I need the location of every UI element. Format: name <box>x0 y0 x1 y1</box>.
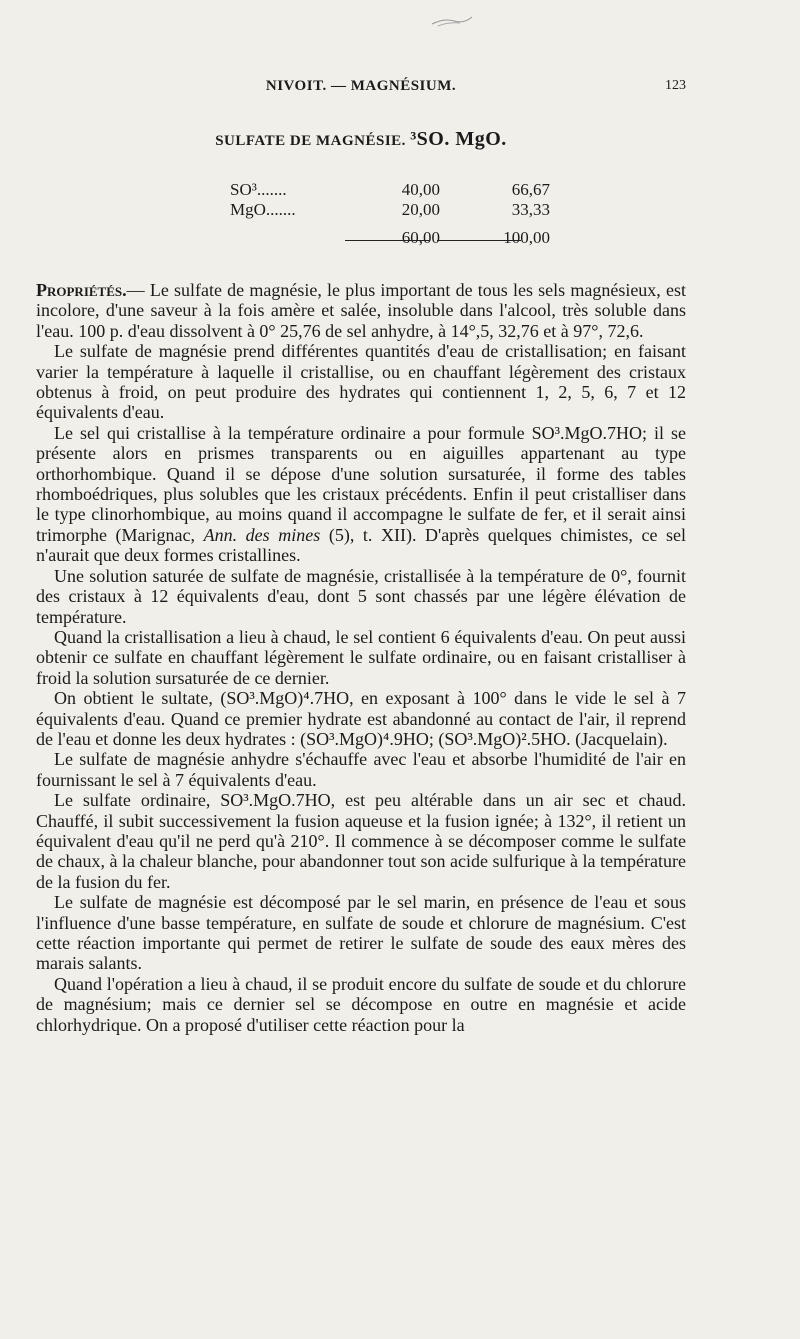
page-header <box>36 78 686 102</box>
paragraph: Quand la cristallisation a lieu à chaud, le sel contient 6 équivalents d'eau. On peut aussi obtenir ce sulfate en chauffant légèrement le sulfate ordinaire, ou en faisant cristalliser à froid la solution sursaturée de ce dernier. <box>36 626 686 688</box>
composition-table <box>230 180 550 248</box>
total-rule <box>345 240 429 241</box>
paragraph <box>36 280 686 341</box>
paragraph: Quand l'opération a lieu à chaud, il se produit encore du sulfate de soude et du chlorure de magnésium; mais ce dernier sel se décompose en outre en magnésie et acide chlorhydrique. On a proposé d'utiliser cette réaction pour la <box>36 973 686 1035</box>
section-title-text: SULFATE DE MAGNÉSIE. <box>215 133 411 149</box>
citation-title: Ann. des mines <box>203 524 321 545</box>
section-title-formula: ³SO. MgO. <box>410 128 507 150</box>
table-cell-label: MgO....... <box>230 200 296 219</box>
total-rule <box>437 240 521 241</box>
table-cell-percent: 33,33 <box>511 200 550 219</box>
paragraph: Le sulfate de magnésie anhydre s'échauffe avec l'eau et absorbe l'humidité de l'air en fournissant le sel à 7 équivalents d'eau. <box>36 749 686 790</box>
paragraph: Le sulfate de magnésie prend différentes quantités d'eau de cristallisation; en faisant varier la température à laquelle il cristallise, ou en chauffant légèrement des cristaux obtenus à froid, on peut produire des hydrates qui contiennent 1, 2, 5, 6, 7 et 12 équivalents d'eau. <box>36 341 686 423</box>
paragraph: Le sulfate ordinaire, SO³.MgO.7HO, est peu altérable dans un air sec et chaud. Chauffé, il subit successivement la fusion aqueuse et la fusion ignée; à 132°, il retient un équivalent d'eau qu'il ne perd qu'à 210°. Il commence à se décomposer comme le sulfate de chaux, à la chaleur blanche, pour abandonner tout son acide sulfurique à la température de la fusion du fer. <box>36 790 686 892</box>
paragraph: Une solution saturée de sulfate de magnésie, cristallisée à la température de 0°, fournit des cristaux à 12 équivalents d'eau, dont 5 sont chassés par une légère élévation de température. <box>36 565 686 627</box>
paragraph-lead: Propriétés. <box>36 280 127 300</box>
running-head: NIVOIT. — MAGNÉSIUM. <box>265 78 457 94</box>
table-cell-value: 40,00 <box>401 180 440 199</box>
table-cell-value: 20,00 <box>401 200 440 219</box>
page-number: 123 <box>665 78 686 93</box>
table-cell-label: SO³....... <box>230 180 287 199</box>
table-cell-empty <box>230 220 330 248</box>
table-cell-percent: 66,67 <box>511 180 550 199</box>
table-total-value: 60,00 <box>401 228 440 247</box>
paragraph: Le sulfate de magnésie est décomposé par le sel marin, en présence de l'eau et sous l'influence d'une basse température, en sulfate de soude et chlorure de magnésium. C'est cette réaction importante qui permet de retirer le sulfate de soude des eaux mères des marais salants. <box>36 892 686 974</box>
ink-speck-mark <box>430 14 474 28</box>
paragraph-text: (5), t. XII). D'après quelques chimistes, ce sel n'aurait que deux formes cristallines. <box>36 524 687 566</box>
paragraph-text: Le sel qui cristallise à la température ordinaire a pour formule SO³.MgO.7HO; il se présente alors en prismes transparents ou en aiguilles appartenant au type orthorhombique. Quand il se dépose d'une solution sursaturée, il forme des tables rhomboédriques, plus solubles que les cristaux précédents. Enfin il peut cristalliser dans le type clinorhombique, au moins quand il accompagne le sulfate de fer, et il serait ainsi trimorphe (Marignac, <box>36 422 686 545</box>
table-total-row <box>230 220 550 248</box>
paragraph-text: — Le sulfate de magnésie, le plus important de tous les sels magnésieux, est incolore, d'une saveur à la fois amère et salée, insoluble dans l'alcool, très soluble dans l'eau. 100 p. d'eau dissolvent à 0° 25,76 de sel anhydre, à 14°,5, 32,76 et à 97°, 72,6. <box>36 280 686 341</box>
table-total-percent: 100,00 <box>503 228 550 247</box>
paragraph: On obtient le sultate, (SO³.MgO)⁴.7HO, en exposant à 100° dans le vide le sel à 7 équivalents d'eau. Quand ce premier hydrate est abandonné au contact de l'air, il reprend de l'eau et donne les deux hydrates : (SO³.MgO)⁴.9HO; (SO³.MgO)².5HO. (Jacquelain). <box>36 688 686 749</box>
body-text <box>36 280 686 1035</box>
table-row <box>230 180 550 200</box>
table-row <box>230 200 550 220</box>
section-title <box>36 128 686 151</box>
paragraph <box>36 423 686 566</box>
